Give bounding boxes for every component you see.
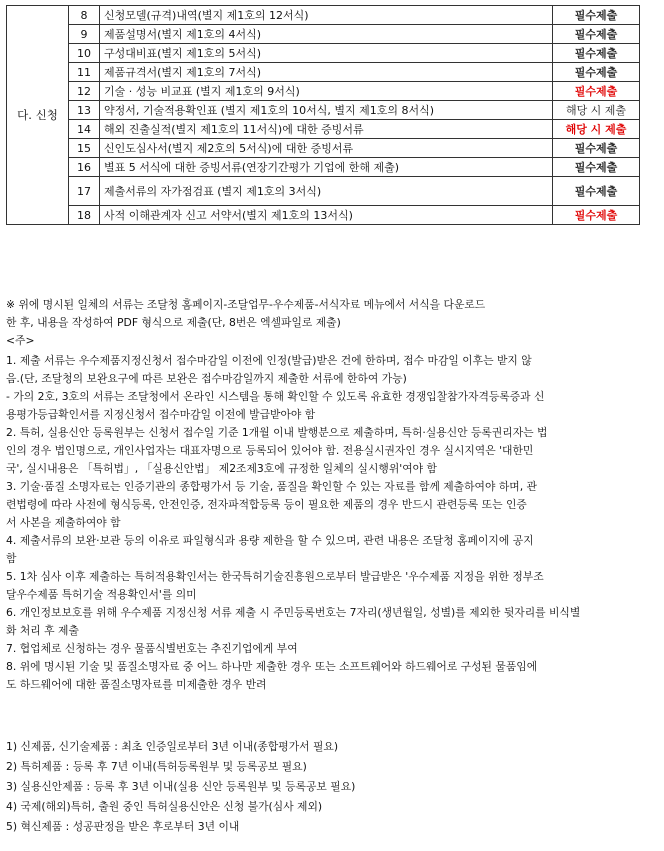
table-row: [7, 63, 640, 82]
document-item: 제출서류의 자가점검표 (별지 제1호의 3서식): [100, 177, 553, 206]
note-item-line: 1. 제출 서류는 우수제품지정신청서 접수마감일 이전에 인정(발급)받은 건에 한하며, 접수 마감일 이후는 받지 않: [6, 354, 532, 367]
row-number: 14: [69, 120, 100, 139]
submission-status: 필수제출: [553, 82, 640, 101]
note-item-line: 련법령에 따라 사전에 형식등록, 안전인증, 전자파적합등록 등이 필요한 제품의 경우 반드시 관련등록 또는 인증: [6, 498, 527, 511]
note-item-line: 화 처리 후 제출: [6, 624, 79, 637]
requirements-table-body: [7, 6, 640, 225]
note-item-line: 6. 개인정보보호를 위해 우수제품 지정신청 서류 제출 시 주민등록번호는 7자리(생년월일, 성별)를 제외한 뒷자리를 비식별: [6, 606, 581, 619]
submission-status: 필수제출: [553, 63, 640, 82]
table-row: [7, 44, 640, 63]
row-number: 11: [69, 63, 100, 82]
document-item: 기술 · 성능 비교표 (별지 제1호의 9서식): [100, 82, 553, 101]
note-item-line: 4. 제출서류의 보완·보관 등의 이유로 파일형식과 용량 제한을 할 수 있으며, 관련 내용은 조달청 홈페이지에 공지: [6, 534, 534, 547]
submission-status: 필수제출: [553, 177, 640, 206]
submission-status: 필수제출: [553, 25, 640, 44]
document-item: 약정서, 기술적용확인표 (별지 제1호의 10서식, 별지 제1호의 8서식): [100, 101, 553, 120]
note-item-line: 용평가등급확인서를 지정신청서 접수마감일 이전에 발급받아야 함: [6, 408, 316, 421]
footnote-line: 3) 실용신안제품 : 등록 후 3년 이내(실용 신안 등록원부 및 등록공보 필요): [6, 780, 356, 793]
table-row: [7, 101, 640, 120]
note-item-line: 음.(단, 조달청의 보완요구에 따른 보완은 접수마감일까지 제출한 서류에 한하여 가능): [6, 372, 407, 385]
row-number: 15: [69, 139, 100, 158]
note-item-line: 서 사본을 제출하여야 함: [6, 516, 121, 529]
numbered-notes: [6, 352, 580, 694]
footnote-line: 2) 특허제품 : 등록 후 7년 이내(특허등록원부 및 등록공보 필요): [6, 760, 307, 773]
row-number: 13: [69, 101, 100, 120]
footnote-line: 4) 국제(해외)특허, 출원 중인 특허실용신안은 신청 불가(심사 제외): [6, 800, 323, 813]
submission-status: 해당 시 제출: [553, 120, 640, 139]
row-number: 8: [69, 6, 100, 25]
row-number: 18: [69, 206, 100, 225]
document-item: 별표 5 서식에 대한 증빙서류(연장기간평가 기업에 한해 제출): [100, 158, 553, 177]
document-item: 구성대비표(별지 제1호의 5서식): [100, 44, 553, 63]
note-line: ※ 위에 명시된 일체의 서류는 조달청 홈페이지-조달업무-우수제품-서식자료 메뉴에서 서식을 다운로드: [6, 298, 486, 311]
note-item-line: 3. 기술·품질 소명자료는 인증기관의 종합평가서 등 기술, 품질을 확인할 수 있는 자료를 함께 제출하여야 하며, 관: [6, 480, 537, 493]
note-item-line: 국', 실시내용은 「특허법」, 「실용신안법」 제2조제3호에 규정한 일체의 실시행위'여야 함: [6, 462, 437, 475]
note-item-line: 5. 1차 심사 이후 제출하는 특허적용확인서는 한국특허기술진흥원으로부터 발급받은 '우수제품 지정을 위한 정부조: [6, 570, 544, 583]
table-row: [7, 6, 640, 25]
document-item: 사적 이해관계자 신고 서약서(별지 제1호의 13서식): [100, 206, 553, 225]
note-item-line: 도 하드웨어에 대한 품질소명자료를 미제출한 경우 반려: [6, 678, 267, 691]
table-row: [7, 177, 640, 206]
row-number: 10: [69, 44, 100, 63]
row-number: 17: [69, 177, 100, 206]
document-item: 신인도심사서(별지 제2호의 5서식)에 대한 증빙서류: [100, 139, 553, 158]
submission-status: 필수제출: [553, 158, 640, 177]
submission-status: 해당 시 제출: [553, 101, 640, 120]
note-item-line: - 가의 2호, 3호의 서류는 조달청에서 온라인 시스템을 통해 확인할 수 있도록 유효한 경쟁입찰참가자격등록증과 신: [6, 390, 545, 403]
submission-status: 필수제출: [553, 139, 640, 158]
row-number: 16: [69, 158, 100, 177]
requirements-table: [6, 5, 640, 225]
table-row: [7, 139, 640, 158]
row-number: 9: [69, 25, 100, 44]
footnotes: [6, 737, 355, 837]
submission-status: 필수제출: [553, 206, 640, 225]
table-row: [7, 25, 640, 44]
note-item-line: 7. 협업체로 신청하는 경우 물품식별번호는 추진기업에게 부여: [6, 642, 298, 655]
note-item-line: 함: [6, 552, 17, 565]
table-row: [7, 158, 640, 177]
footnote-line: 1) 신제품, 신기술제품 : 최초 인증일로부터 3년 이내(종합평가서 필요): [6, 740, 339, 753]
table-row: [7, 206, 640, 225]
note-line: 한 후, 내용을 작성하여 PDF 형식으로 제출(단, 8번은 엑셀파일로 제출): [6, 316, 341, 329]
footnote-line: 5) 혁신제품 : 성공판정을 받은 후로부터 3년 이내: [6, 820, 240, 833]
note-line: <주>: [6, 334, 35, 347]
document-item: 해외 진출실적(별지 제1호의 11서식)에 대한 증빙서류: [100, 120, 553, 139]
note-item-line: 인의 경우 법인명으로, 개인사업자는 대표자명으로 등록되어 있어야 함. 전용실시권자인 경우 실시지역은 '대한민: [6, 444, 534, 457]
table-row: [7, 120, 640, 139]
table-row: [7, 82, 640, 101]
intro-notes: [6, 296, 485, 350]
category-cell: 다. 신청: [7, 6, 69, 225]
document-item: 신청모델(규격)내역(별지 제1호의 12서식): [100, 6, 553, 25]
submission-status: 필수제출: [553, 44, 640, 63]
document-item: 제품규격서(별지 제1호의 7서식): [100, 63, 553, 82]
submission-status: 필수제출: [553, 6, 640, 25]
document-item: 제품설명서(별지 제1호의 4서식): [100, 25, 553, 44]
row-number: 12: [69, 82, 100, 101]
note-item-line: 2. 특허, 실용신안 등록원부는 신청서 접수일 기준 1개월 이내 발행분으로 제출하며, 특허·실용신안 등록권리자는 법: [6, 426, 548, 439]
note-item-line: 8. 위에 명시된 기술 및 품질소명자료 중 어느 하나만 제출한 경우 또는 소프트웨어와 하드웨어로 구성된 물품임에: [6, 660, 538, 673]
note-item-line: 달우수제품 특허기술 적용확인서'를 의미: [6, 588, 197, 601]
